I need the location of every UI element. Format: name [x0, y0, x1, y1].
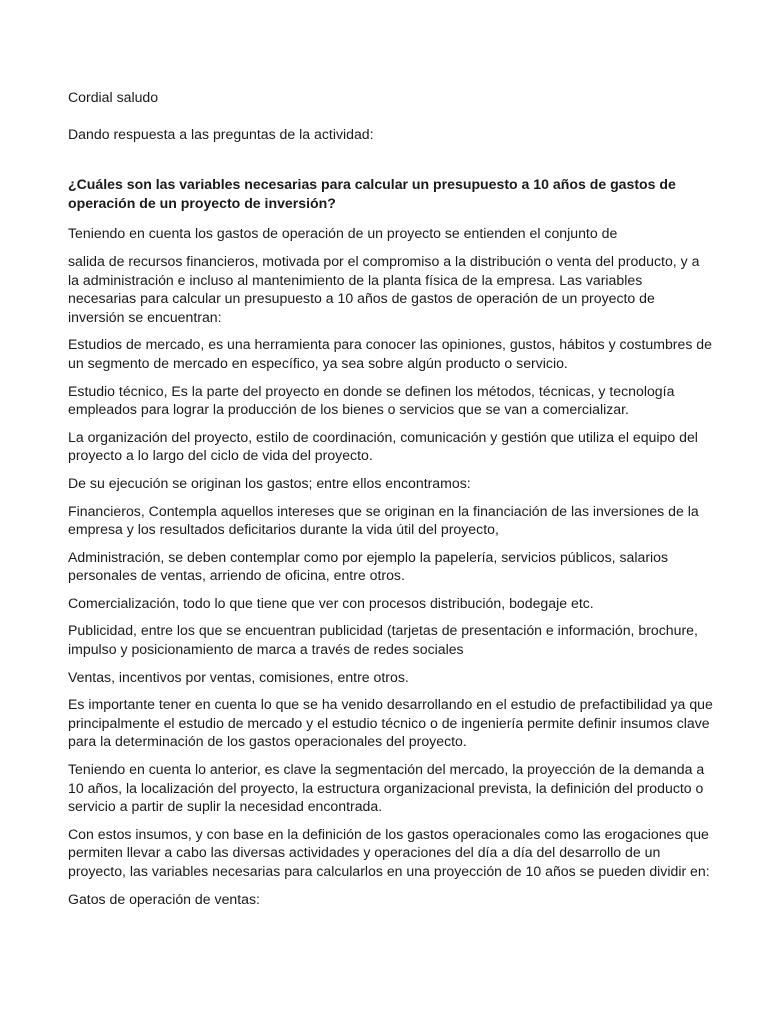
paragraph-line: Estudios de mercado, es una herramienta para conocer las opiniones, gustos, hábitos y costumbres de [68, 336, 712, 353]
paragraph [68, 695, 713, 751]
paragraph [68, 594, 708, 613]
paragraph [68, 502, 708, 539]
paragraph-line: un segmento de mercado en específico, ya sea sobre algún producto o servicio. [68, 354, 568, 371]
question-heading [68, 175, 708, 212]
paragraph-line: Estudio técnico, Es la parte del proyecto en donde se definen los métodos, técnicas, y tecnología [68, 382, 675, 399]
paragraph [68, 621, 708, 658]
greeting [68, 88, 708, 107]
paragraph [68, 224, 708, 243]
paragraph [68, 890, 708, 909]
paragraph [68, 825, 708, 881]
paragraph-line: Con estos insumos, y con base en la definición de los gastos operacionales como las erogaciones que [68, 825, 709, 842]
paragraph [68, 474, 708, 493]
paragraph-line: la administración e incluso al mantenimiento de la planta física de la empresa. Las variables [68, 271, 643, 288]
paragraph-line: Es importante tener en cuenta lo que se ha venido desarrollando en el estudio de prefactibilidad ya que [68, 696, 713, 713]
paragraph-line: impulso y posicionamiento de marca a través de redes sociales [68, 641, 464, 658]
paragraph-line: proyecto a lo largo del ciclo de vida del proyecto. [68, 447, 373, 464]
paragraph-line: Ventas, incentivos por ventas, comisiones, entre otros. [68, 668, 409, 685]
intro-line: Dando respuesta a las preguntas de la actividad: [68, 125, 374, 142]
paragraph [68, 382, 708, 419]
paragraph-line: empresa y los resultados deficitarios durante la vida útil del proyecto, [68, 521, 499, 538]
question-line: ¿Cuáles son las variables necesarias para calcular un presupuesto a 10 años de gastos de [68, 176, 676, 193]
paragraph-line: necesarias para calcular un presupuesto a 10 años de gastos de operación de un proyecto de [68, 290, 655, 307]
paragraph-line: servicio a partir de suplir la necesidad encontrada. [68, 798, 383, 815]
paragraph-line: Gatos de operación de ventas: [68, 890, 260, 907]
paragraph-line: Comercialización, todo lo que tiene que ver con procesos distribución, bodegaje etc. [68, 594, 594, 611]
question-line: operación de un proyecto de inversión? [68, 194, 336, 211]
paragraph-line: Financieros, Contempla aquellos intereses que se originan en la financiación de las inversiones de la [68, 502, 699, 519]
paragraph-line: personales de ventas, arriendo de oficina, entre otros. [68, 567, 405, 584]
paragraph-line: salida de recursos financieros, motivada por el compromiso a la distribución o venta del producto, y a [68, 252, 700, 269]
paragraph [68, 548, 708, 585]
paragraph-line: De su ejecución se originan los gastos; entre ellos encontramos: [68, 474, 471, 491]
paragraph-line: permiten llevar a cabo las diversas actividades y operaciones del día a día del desarrollo de un [68, 844, 661, 861]
paragraph [68, 428, 708, 465]
paragraph-line: La organización del proyecto, estilo de coordinación, comunicación y gestión que utiliza el equipo del [68, 428, 698, 445]
paragraph [68, 760, 708, 816]
paragraph-line: principalmente el estudio de mercado y el estudio técnico o de ingeniería permite definir insumos clave [68, 714, 710, 731]
paragraph-line: proyecto, las variables necesarias para calcularlos en una proyección de 10 años se pueden dividir en: [68, 863, 710, 879]
paragraph-line: para la determinación de los gastos operacionales del proyecto. [68, 733, 467, 750]
paragraph-line: Teniendo en cuenta lo anterior, es clave la segmentación del mercado, la proyección de la demanda a [68, 761, 705, 778]
paragraph-line: Publicidad, entre los que se encuentran publicidad (tarjetas de presentación e información, brochure, [68, 622, 698, 639]
intro [68, 125, 708, 144]
greeting-line: Cordial saludo [68, 89, 159, 105]
paragraph-line: Teniendo en cuenta los gastos de operación de un proyecto se entienden el conjunto de [68, 225, 618, 242]
paragraph-line: 10 años, la localización del proyecto, la estructura organizacional prevista, la definición del producto o [68, 779, 704, 796]
paragraph [68, 252, 708, 326]
paragraph-line: empleados para lograr la producción de los bienes o servicios que se van a comercializar. [68, 401, 629, 418]
document-page [68, 88, 713, 917]
paragraph [68, 668, 708, 687]
paragraph-line: Administración, se deben contemplar como por ejemplo la papelería, servicios públicos, salarios [68, 548, 669, 565]
paragraph-line: inversión se encuentran: [68, 308, 222, 325]
paragraph [68, 335, 712, 372]
